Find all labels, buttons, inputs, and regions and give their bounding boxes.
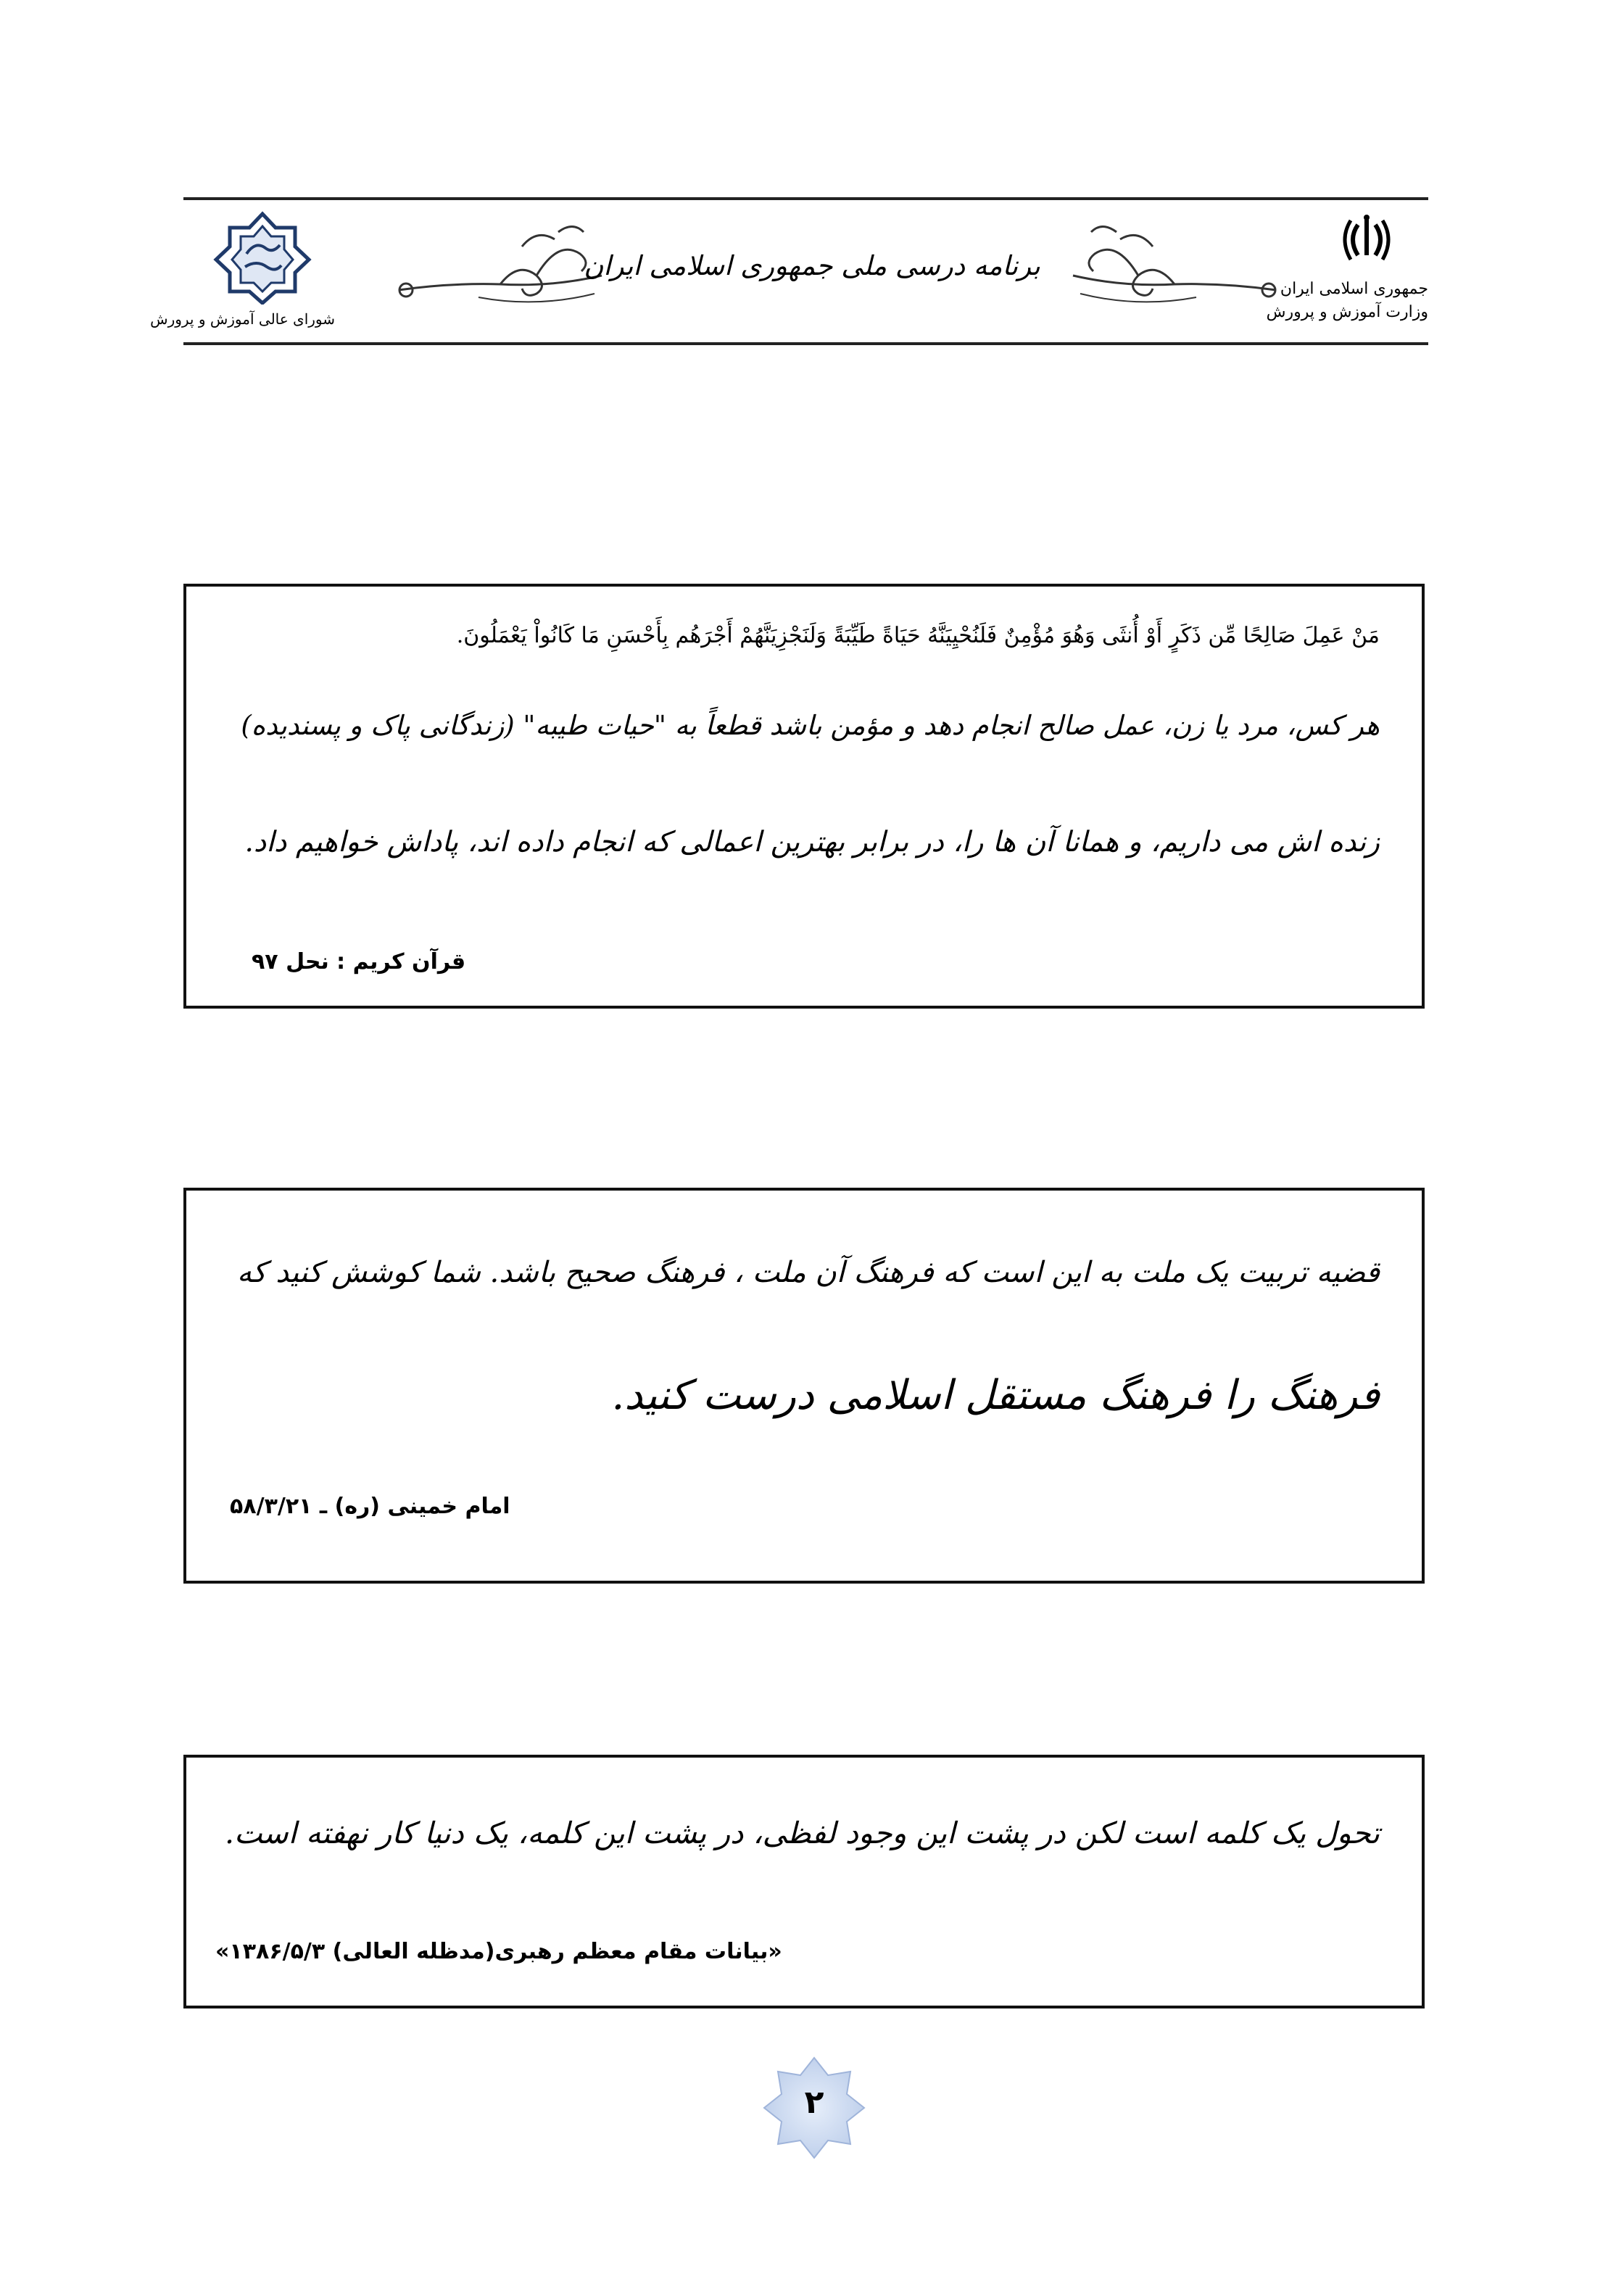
ministry-logo-caption-2: وزارت آموزش و پرورش [1266,303,1428,321]
quote-1-line-2: زنده اش می داریم، و همانا آن ها را، در برابر بهترین اعمالی که انجام داده اند، پاداش خواهیم داد. [244,826,1380,859]
quote-3-line-1: تحول یک کلمه است لکن در پشت این وجود لفظی، در پشت این کلمه، یک دنیا کار نهفته است. [224,1816,1380,1850]
quote-2-source: امام خمینی (ره) ـ ۵۸/۳/۲۱ [230,1494,510,1519]
quote-3-source: «بیانات مقام معظم رهبری(مدظله العالی) ۱۳۸۶/۵/۳» [215,1939,782,1964]
quote-1-line-1: هر کس، مرد یا زن، عمل صالح انجام دهد و مؤمن باشد قطعاً به "حیات طیبه" (زندگانی پاک و پسندیده) [241,710,1380,741]
khomeini-quote-box [183,1188,1425,1584]
quote-1-source: قرآن کریم : نحل ۹۷ [252,949,466,975]
header-title: برنامه درسی ملی جمهوری اسلامی ایران [584,250,1040,281]
page-number: ۲ [804,2084,824,2121]
leader-quote-box [183,1755,1425,2008]
header-bottom-rule [183,342,1428,345]
council-emblem-icon [212,210,313,305]
quote-2-line-1: قضیه تربیت یک ملت به این است که فرهنگ آن ملت ، فرهنگ صحیح باشد. شما کوشش کنید که [236,1256,1380,1289]
ministry-logo-caption-1: جمهوری اسلامی ایران [1280,280,1428,298]
ornament-right-icon [1066,218,1283,319]
ornament-left-icon [392,218,609,319]
iran-emblem-icon [1338,210,1396,268]
ministry-logo [1266,210,1428,337]
page-number-badge [763,2056,866,2159]
arabic-verse: مَنْ عَمِلَ صَالِحًا مِّن ذَكَرٍ أَوْ أُنثَى وَهُوَ مُؤْمِنٌ فَلَنُحْيِيَنَّهُ حَيَاةً طَيِّبَةً وَلَنَجْزِيَنَّهُمْ أَجْرَهُم بِأَحْسَنِ مَا كَانُواْ يَعْمَلُونَ. [456,623,1380,648]
header-top-rule [183,197,1428,200]
council-logo [150,210,335,337]
council-logo-caption: شورای عالی آموزش و پرورش [150,310,335,328]
quran-quote-box [183,584,1425,1009]
quote-2-line-2: فرهنگ را فرهنگ مستقل اسلامی درست کنید. [611,1372,1380,1419]
